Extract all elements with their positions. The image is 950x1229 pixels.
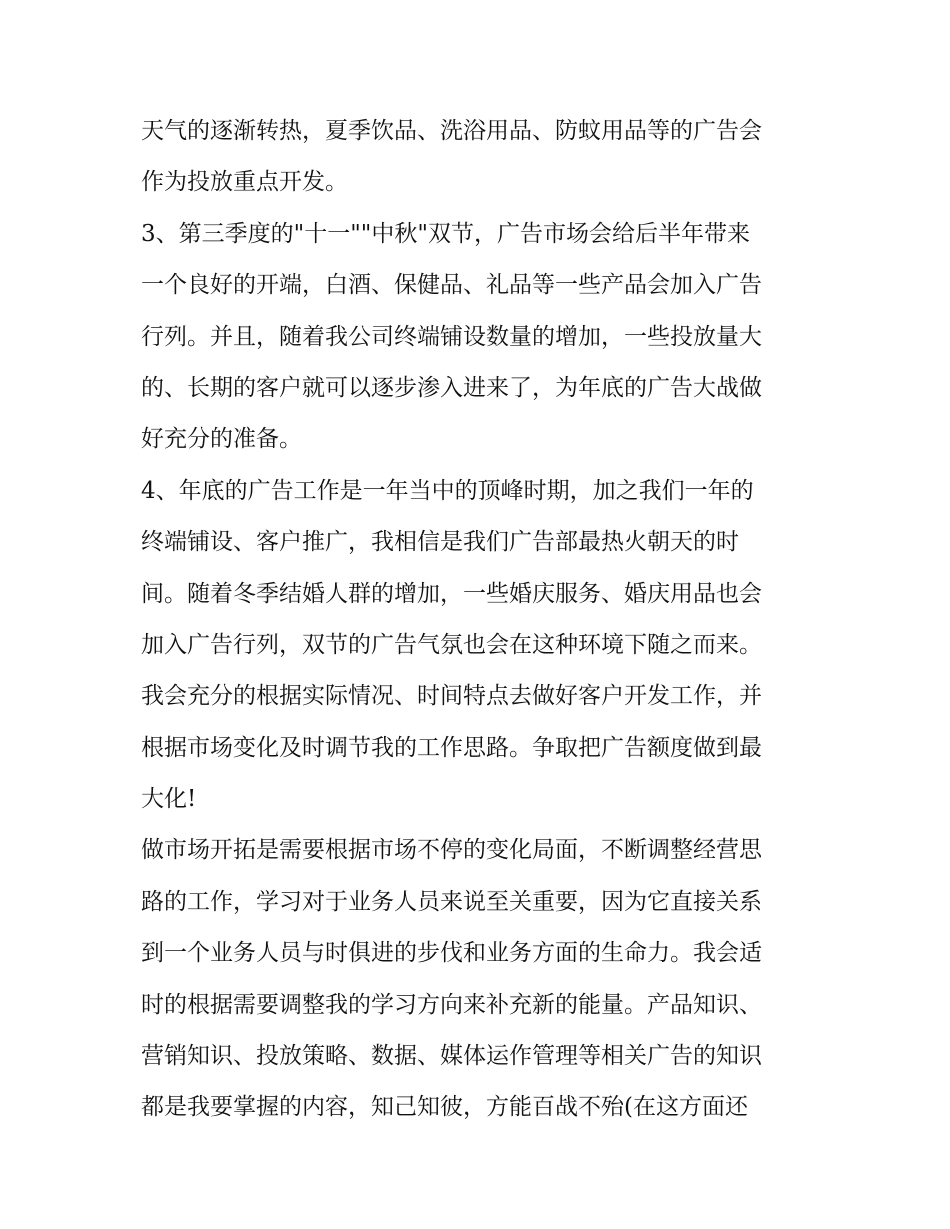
text-line: 到一个业务人员与时俱进的步伐和业务方面的生命力。我会适	[141, 940, 762, 967]
text-line: 的、长期的客户就可以逐步渗入进来了，为年底的广告大战做	[141, 374, 762, 401]
body-text	[141, 106, 816, 1134]
text-line: 做市场开拓是需要根据市场不停的变化局面，不断调整经营思	[141, 837, 762, 864]
text-line: 路的工作，学习对于业务人员来说至关重要，因为它直接关系	[141, 888, 762, 915]
text-line: 3、第三季度的"十一""中秋"双节，广告市场会给后半年带来	[141, 220, 750, 247]
text-line: 我会充分的根据实际情况、时间特点去做好客户开发工作，并	[141, 683, 762, 710]
text-line: 加入广告行列，双节的广告气氛也会在这种环境下随之而来。	[141, 631, 762, 658]
text-line: 行列。并且，随着我公司终端铺设数量的增加，一些投放量大	[141, 323, 762, 350]
text-line: 好充分的准备。	[141, 426, 302, 453]
text-line: 根据市场变化及时调节我的工作思路。争取把广告额度做到最	[141, 734, 762, 761]
text-line: 4、年底的广告工作是一年当中的顶峰时期，加之我们一年的	[141, 477, 754, 504]
text-line: 一个良好的开端，白酒、保健品、礼品等一些产品会加入广告	[141, 272, 762, 299]
text-line: 终端铺设、客户推广，我相信是我们广告部最热火朝天的时	[141, 529, 739, 556]
text-line: 大化!	[141, 786, 197, 813]
text-line: 营销知识、投放策略、数据、媒体运作管理等相关广告的知识	[141, 1043, 762, 1070]
text-line: 间。随着冬季结婚人群的增加，一些婚庆服务、婚庆用品也会	[141, 580, 762, 607]
text-line: 天气的逐渐转热，夏季饮品、洗浴用品、防蚊用品等的广告会	[141, 118, 762, 144]
text-line: 时的根据需要调整我的学习方向来补充新的能量。产品知识、	[141, 991, 762, 1018]
text-line: 作为投放重点开发。	[141, 169, 348, 196]
text-line: 都是我要掌握的内容，知己知彼，方能百战不殆(在这方面还	[141, 1094, 748, 1121]
